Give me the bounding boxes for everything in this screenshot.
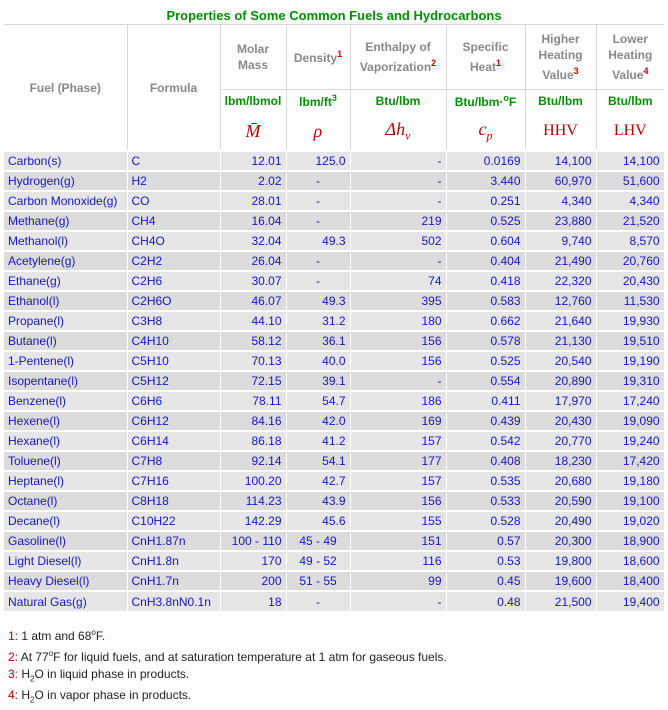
cell-lhv: 19,100 — [596, 491, 664, 511]
cell-fuel: Gasoline(l) — [4, 531, 127, 551]
table-row — [4, 211, 664, 231]
footnote-2: 2: At 77$^o$F for liquid fuels, and at saturation temperature at 1 atm for gaseous fuels. — [8, 649, 447, 664]
cell-fuel: Hydrogen(g) — [4, 171, 127, 191]
cell-lhv: 21,520 — [596, 211, 664, 231]
symbol-cp: $c_p$ — [446, 112, 525, 151]
table-row — [4, 491, 664, 511]
header-density: Density$^1$ — [286, 25, 350, 90]
unit-molar: lbm/lbmol — [220, 90, 286, 113]
footnote-3: 3: $H_2O$ in liquid phase in products. — [8, 667, 190, 684]
cell-fuel: Ethanol(l) — [4, 291, 127, 311]
cell-enthalpy: 155 — [350, 511, 446, 531]
cell-hhv: 20,770 — [525, 431, 596, 451]
cell-hhv: 17,970 — [525, 391, 596, 411]
cell-lhv: 14,100 — [596, 151, 664, 171]
cell-molar-mass: 12.01 — [220, 151, 286, 171]
cell-enthalpy: 116 — [350, 551, 446, 571]
header-enthalpy: Enthalpy of Vaporization$^2$ — [350, 25, 446, 90]
cell-enthalpy: 74 — [350, 271, 446, 291]
table-row — [4, 511, 664, 531]
symbol-hhv: HHV — [525, 112, 596, 151]
cell-hhv: 21,130 — [525, 331, 596, 351]
cell-enthalpy: 99 — [350, 571, 446, 591]
cell-density: 40.0 — [286, 351, 350, 371]
cell-formula: C6H12 — [127, 411, 220, 431]
cell-fuel: Hexane(l) — [4, 431, 127, 451]
cell-formula: C3H8 — [127, 311, 220, 331]
cell-specific-heat: 0.535 — [446, 471, 525, 491]
cell-lhv: 19,190 — [596, 351, 664, 371]
cell-hhv: 23,880 — [525, 211, 596, 231]
cell-density: - — [286, 191, 350, 211]
header-formula: Formula — [127, 25, 220, 152]
cell-hhv: 19,800 — [525, 551, 596, 571]
table-row — [4, 411, 664, 431]
cell-hhv: 21,490 — [525, 251, 596, 271]
cell-formula: C7H16 — [127, 471, 220, 491]
cell-fuel: Light Diesel(l) — [4, 551, 127, 571]
cell-density: 45.6 — [286, 511, 350, 531]
table-row — [4, 171, 664, 191]
table-row — [4, 191, 664, 211]
cell-density: 49 - 52 — [286, 551, 350, 571]
cell-molar-mass: 200 — [220, 571, 286, 591]
footnotes — [8, 622, 447, 706]
footnote-1: 1: 1 atm and 68$^o$F. — [8, 628, 106, 643]
cell-hhv: 4,340 — [525, 191, 596, 211]
cell-fuel: Carbon(s) — [4, 151, 127, 171]
cell-density: - — [286, 211, 350, 231]
cell-lhv: 19,020 — [596, 511, 664, 531]
cell-lhv: 18,900 — [596, 531, 664, 551]
cell-formula: H2 — [127, 171, 220, 191]
table-row — [4, 471, 664, 491]
unit-density: lbm/$ft^3$ — [286, 90, 350, 113]
header-lhv: Lower Heating Value$^4$ — [596, 25, 664, 90]
cell-specific-heat: 0.251 — [446, 191, 525, 211]
table-row — [4, 371, 664, 391]
cell-specific-heat: 0.411 — [446, 391, 525, 411]
cell-formula: C2H6O — [127, 291, 220, 311]
cell-specific-heat: 0.578 — [446, 331, 525, 351]
cell-density: 125.0 — [286, 151, 350, 171]
cell-fuel: Methanol(l) — [4, 231, 127, 251]
cell-density: - — [286, 171, 350, 191]
table-row — [4, 591, 664, 611]
cell-formula: C8H18 — [127, 491, 220, 511]
cell-formula: C6H6 — [127, 391, 220, 411]
cell-lhv: 19,930 — [596, 311, 664, 331]
cell-hhv: 20,490 — [525, 511, 596, 531]
cell-density: - — [286, 271, 350, 291]
table-row — [4, 451, 664, 471]
cell-hhv: 14,100 — [525, 151, 596, 171]
cell-hhv: 20,890 — [525, 371, 596, 391]
unit-lhv: Btu/lbm — [596, 90, 664, 113]
cell-enthalpy: - — [350, 171, 446, 191]
table-row — [4, 331, 664, 351]
cell-enthalpy: - — [350, 371, 446, 391]
cell-lhv: 19,310 — [596, 371, 664, 391]
table-row — [4, 551, 664, 571]
cell-hhv: 9,740 — [525, 231, 596, 251]
cell-lhv: 18,600 — [596, 551, 664, 571]
cell-hhv: 21,500 — [525, 591, 596, 611]
cell-formula: CnH3.8nN0.1n — [127, 591, 220, 611]
cell-fuel: 1-Pentene(l) — [4, 351, 127, 371]
cell-molar-mass: 18 — [220, 591, 286, 611]
cell-enthalpy: 180 — [350, 311, 446, 331]
cell-formula: C6H14 — [127, 431, 220, 451]
cell-molar-mass: 28.01 — [220, 191, 286, 211]
symbol-enthalpy: $\Delta h_v$ — [350, 112, 446, 151]
table-row — [4, 151, 664, 171]
cell-fuel: Propane(l) — [4, 311, 127, 331]
cell-enthalpy: 186 — [350, 391, 446, 411]
symbol-lhv: LHV — [613, 122, 647, 139]
cell-density: 54.1 — [286, 451, 350, 471]
cell-specific-heat: 0.48 — [446, 591, 525, 611]
cell-specific-heat: 0.583 — [446, 291, 525, 311]
cell-lhv: 19,180 — [596, 471, 664, 491]
cell-enthalpy: 151 — [350, 531, 446, 551]
cell-hhv: 20,540 — [525, 351, 596, 371]
header-specific-heat: Specific Heat$^1$ — [446, 25, 525, 90]
fuels-table — [4, 6, 665, 611]
table-row — [4, 431, 664, 451]
cell-molar-mass: 30.07 — [220, 271, 286, 291]
cell-hhv: 12,760 — [525, 291, 596, 311]
cell-molar-mass: 142.29 — [220, 511, 286, 531]
cell-density: 42.7 — [286, 471, 350, 491]
cell-specific-heat: 0.439 — [446, 411, 525, 431]
cell-specific-heat: 0.45 — [446, 571, 525, 591]
fuels-table-container — [4, 6, 664, 611]
cell-formula: CnH1.87n — [127, 531, 220, 551]
cell-hhv: 18,230 — [525, 451, 596, 471]
cell-molar-mass: 84.16 — [220, 411, 286, 431]
cell-specific-heat: 3.440 — [446, 171, 525, 191]
cell-density: 42.0 — [286, 411, 350, 431]
symbol-molar-mass: M̄ — [220, 112, 286, 151]
cell-lhv: 11,530 — [596, 291, 664, 311]
table-row — [4, 531, 664, 551]
cell-molar-mass: 170 — [220, 551, 286, 571]
cell-hhv: 60,970 — [525, 171, 596, 191]
cell-density: 49.3 — [286, 291, 350, 311]
cell-density: 49.3 — [286, 231, 350, 251]
cell-fuel: Methane(g) — [4, 211, 127, 231]
cell-fuel: Isopentane(l) — [4, 371, 127, 391]
cell-molar-mass: 114.23 — [220, 491, 286, 511]
cell-lhv: 18,400 — [596, 571, 664, 591]
cell-hhv: 20,430 — [525, 411, 596, 431]
cell-formula: C2H6 — [127, 271, 220, 291]
cell-density: 39.1 — [286, 371, 350, 391]
cell-specific-heat: 0.57 — [446, 531, 525, 551]
table-title: Properties of Some Common Fuels and Hydrocarbons — [4, 6, 664, 25]
table-row — [4, 571, 664, 591]
cell-formula: C — [127, 151, 220, 171]
cell-fuel: Butane(l) — [4, 331, 127, 351]
cell-density: 43.9 — [286, 491, 350, 511]
cell-formula: C5H12 — [127, 371, 220, 391]
cell-density: 31.2 — [286, 311, 350, 331]
cell-density: 51 - 55 — [286, 571, 350, 591]
table-row — [4, 271, 664, 291]
cell-molar-mass: 100.20 — [220, 471, 286, 491]
cell-density: 36.1 — [286, 331, 350, 351]
cell-enthalpy: 177 — [350, 451, 446, 471]
cell-enthalpy: 395 — [350, 291, 446, 311]
cell-formula: C2H2 — [127, 251, 220, 271]
cell-formula: CH4 — [127, 211, 220, 231]
cell-fuel: Ethane(g) — [4, 271, 127, 291]
cell-hhv: 22,320 — [525, 271, 596, 291]
cell-lhv: 19,090 — [596, 411, 664, 431]
cell-specific-heat: 0.533 — [446, 491, 525, 511]
cell-fuel: Acetylene(g) — [4, 251, 127, 271]
cell-lhv: 19,400 — [596, 591, 664, 611]
cell-formula: CnH1.7n — [127, 571, 220, 591]
cell-enthalpy: 502 — [350, 231, 446, 251]
cell-fuel: Heptane(l) — [4, 471, 127, 491]
cell-lhv: 20,430 — [596, 271, 664, 291]
cell-molar-mass: 58.12 — [220, 331, 286, 351]
cell-density: - — [286, 591, 350, 611]
cell-specific-heat: 0.525 — [446, 211, 525, 231]
cell-specific-heat: 0.525 — [446, 351, 525, 371]
cell-lhv: 17,420 — [596, 451, 664, 471]
unit-hhv: Btu/lbm — [525, 90, 596, 113]
cell-lhv: 4,340 — [596, 191, 664, 211]
unit-cp: Btu/lbm·$^o$F — [446, 90, 525, 113]
header-hhv: Higher Heating Value$^3$ — [525, 25, 596, 90]
symbol-density: ρ — [286, 112, 350, 151]
cell-fuel: Octane(l) — [4, 491, 127, 511]
table-row — [4, 231, 664, 251]
cell-enthalpy: 169 — [350, 411, 446, 431]
unit-enthalpy: Btu/lbm — [350, 90, 446, 113]
cell-specific-heat: 0.404 — [446, 251, 525, 271]
cell-fuel: Heavy Diesel(l) — [4, 571, 127, 591]
cell-molar-mass: 26.04 — [220, 251, 286, 271]
cell-density: - — [286, 251, 350, 271]
cell-density: 54.7 — [286, 391, 350, 411]
cell-molar-mass: 46.07 — [220, 291, 286, 311]
cell-molar-mass: 78.11 — [220, 391, 286, 411]
cell-lhv: 19,510 — [596, 331, 664, 351]
cell-fuel: Toluene(l) — [4, 451, 127, 471]
cell-density: 41.2 — [286, 431, 350, 451]
cell-formula: C5H10 — [127, 351, 220, 371]
cell-formula: CH4O — [127, 231, 220, 251]
cell-enthalpy: - — [350, 591, 446, 611]
cell-fuel: Natural Gas(g) — [4, 591, 127, 611]
table-body — [4, 151, 664, 611]
header-molar-mass: Molar Mass — [220, 25, 286, 90]
cell-hhv: 20,680 — [525, 471, 596, 491]
cell-enthalpy: - — [350, 251, 446, 271]
cell-lhv: 17,240 — [596, 391, 664, 411]
cell-hhv: 19,600 — [525, 571, 596, 591]
cell-lhv: 51,600 — [596, 171, 664, 191]
cell-molar-mass: 2.02 — [220, 171, 286, 191]
cell-molar-mass: 44.10 — [220, 311, 286, 331]
table-row — [4, 291, 664, 311]
cell-specific-heat: 0.53 — [446, 551, 525, 571]
cell-lhv: 19,240 — [596, 431, 664, 451]
cell-formula: C4H10 — [127, 331, 220, 351]
cell-specific-heat: 0.408 — [446, 451, 525, 471]
cell-molar-mass: 32.04 — [220, 231, 286, 251]
cell-hhv: 21,640 — [525, 311, 596, 331]
cell-specific-heat: 0.554 — [446, 371, 525, 391]
cell-fuel: Decane(l) — [4, 511, 127, 531]
cell-formula: C10H22 — [127, 511, 220, 531]
table-row — [4, 391, 664, 411]
cell-molar-mass: 70.13 — [220, 351, 286, 371]
cell-enthalpy: - — [350, 191, 446, 211]
cell-enthalpy: 156 — [350, 351, 446, 371]
cell-hhv: 20,590 — [525, 491, 596, 511]
cell-specific-heat: 0.662 — [446, 311, 525, 331]
cell-molar-mass: 92.14 — [220, 451, 286, 471]
table-row — [4, 311, 664, 331]
cell-enthalpy: 157 — [350, 471, 446, 491]
cell-enthalpy: 156 — [350, 491, 446, 511]
table-row — [4, 351, 664, 371]
cell-hhv: 20,300 — [525, 531, 596, 551]
cell-specific-heat: 0.528 — [446, 511, 525, 531]
cell-fuel: Carbon Monoxide(g) — [4, 191, 127, 211]
cell-enthalpy: 156 — [350, 331, 446, 351]
cell-enthalpy: 219 — [350, 211, 446, 231]
cell-fuel: Benzene(l) — [4, 391, 127, 411]
cell-specific-heat: 0.604 — [446, 231, 525, 251]
footnote-4: 4: $H_2O$ in vapor phase in products. — [8, 688, 192, 705]
cell-specific-heat: 0.542 — [446, 431, 525, 451]
cell-density: 45 - 49 — [286, 531, 350, 551]
cell-specific-heat: 0.418 — [446, 271, 525, 291]
cell-formula: CnH1.8n — [127, 551, 220, 571]
cell-fuel: Hexene(l) — [4, 411, 127, 431]
header-fuel: Fuel (Phase) — [4, 25, 127, 152]
cell-lhv: 20,760 — [596, 251, 664, 271]
cell-molar-mass: 16.04 — [220, 211, 286, 231]
table-row — [4, 251, 664, 271]
cell-molar-mass: 72.15 — [220, 371, 286, 391]
cell-formula: C7H8 — [127, 451, 220, 471]
cell-enthalpy: - — [350, 151, 446, 171]
cell-lhv: 8,570 — [596, 231, 664, 251]
cell-molar-mass: 100 - 110 — [220, 531, 286, 551]
cell-formula: CO — [127, 191, 220, 211]
cell-enthalpy: 157 — [350, 431, 446, 451]
cell-specific-heat: 0.0169 — [446, 151, 525, 171]
cell-molar-mass: 86.18 — [220, 431, 286, 451]
